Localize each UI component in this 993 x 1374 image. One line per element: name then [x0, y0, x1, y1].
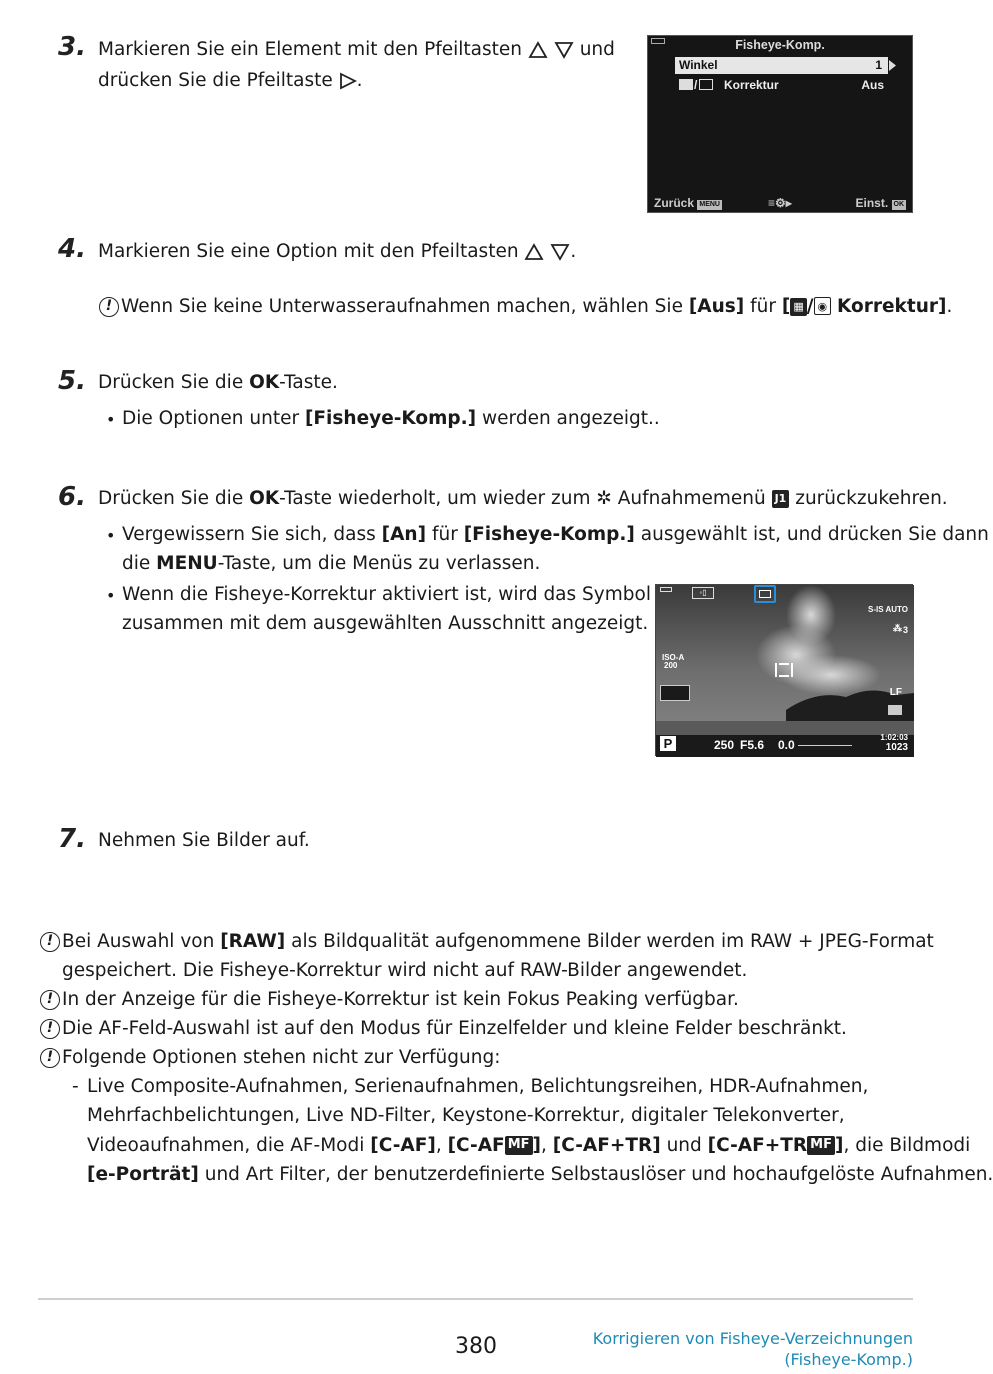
note-dash-line-2: Mehrfachbelichtungen, Live ND-Filter, Keystone-Korrektur, digitaler Telekonverter,: [87, 1105, 845, 1126]
exposure-comp: 0.0: [778, 738, 795, 752]
caution-icon: !: [40, 990, 60, 1010]
camera-menu-row-winkel: Winkel 1: [675, 57, 888, 74]
step-3-line-1: Markieren Sie ein Element mit den Pfeiltasten und: [98, 39, 615, 60]
drive-mode-icon: [660, 685, 690, 701]
stabilizer-label: S-IS AUTO: [867, 605, 908, 614]
step-6-bullet-1-line-1: Vergewissern Sie sich, dass [An] für [Fisheye-Komp.] ausgewählt ist, und drücken Sie dann: [122, 524, 989, 545]
eye-icon: [699, 79, 713, 90]
eye-icon: ◉: [814, 297, 832, 315]
note-3: ! Die AF-Feld-Auswahl ist auf den Modus für Einzelfelder und kleine Felder beschränkt.: [40, 1014, 847, 1044]
mf-badge: MF: [505, 1136, 533, 1155]
down-arrow-icon: [554, 41, 574, 59]
menu-tab-icon: J1: [772, 490, 790, 508]
footer-divider: [38, 1298, 913, 1300]
step-5-number: 5.: [58, 366, 86, 396]
mf-badge: MF: [807, 1136, 835, 1155]
step-5-text: Drücken Sie die OK-Taste.: [98, 372, 338, 393]
underwater-icon: ▦: [790, 298, 806, 316]
shutter-speed: 250: [714, 738, 735, 752]
live-view-screen: [655, 584, 913, 756]
step-4-text: Markieren Sie eine Option mit den Pfeiltasten .: [98, 241, 577, 262]
af-frame: [775, 663, 793, 677]
gear-icon: ✲: [596, 488, 612, 509]
note-dash-line-3: Videoaufnahmen, die AF-Modi [C-AF], [C-AF MF ], [C-AF+TR] und [C-AF+TR MF ], die Bildmodi: [87, 1135, 971, 1156]
camera-menu-row-korrektur: / Korrektur Aus: [675, 77, 888, 94]
note-1-line-2: gespeichert. Die Fisheye-Korrektur wird nicht auf RAW-Bilder angewendet.: [62, 960, 748, 981]
wifi-card-icon: ◦▯: [692, 587, 714, 599]
shots-remaining: 1023: [885, 742, 908, 753]
step-5-bullet: Die Optionen unter [Fisheye-Komp.] werden angezeigt..: [122, 408, 660, 429]
exposure-scale: [798, 745, 852, 746]
note-dash: -: [72, 1076, 79, 1097]
step-4-note: ! Wenn Sie keine Unterwasseraufnahmen machen, wählen Sie [Aus] für [ ▦ / ◉ Korrektur].: [99, 292, 952, 322]
footer-chapter-link[interactable]: Korrigieren von Fisheye-Verzeichnungen (Fisheye-Komp.): [592, 1329, 913, 1369]
note-1-line-1: ! Bei Auswahl von [RAW] als Bildqualität aufgenommene Bilder werden im RAW + JPEG-Format: [40, 927, 934, 957]
note-2: ! In der Anzeige für die Fisheye-Korrektur ist kein Fokus Peaking verfügbar.: [40, 985, 739, 1015]
camera-menu-screen: [647, 35, 913, 213]
up-arrow-icon: [524, 243, 544, 261]
step-3-line-2: drücken Sie die Pfeiltaste .: [98, 70, 363, 91]
underwater-icon: [679, 79, 693, 90]
note-dash-line-1: Live Composite-Aufnahmen, Serienaufnahmen, Belichtungsreihen, HDR-Aufnahmen,: [87, 1076, 869, 1097]
camera-set-hint: Einst. OK: [855, 196, 904, 210]
bullet-dot: •: [106, 410, 116, 429]
aspect-icon: [888, 705, 902, 715]
step-4-number: 4.: [58, 234, 86, 264]
step-7-text: Nehmen Sie Bilder auf.: [98, 830, 310, 851]
quality-label: LF: [889, 687, 902, 698]
note-dash-line-4: [e-Porträt] und Art Filter, der benutzerdefinierte Selbstauslöser und hochaufgelöste Aufnahmen.: [87, 1164, 993, 1185]
bullet-dot: •: [106, 526, 116, 545]
iso-label: ISO-A: [662, 653, 685, 662]
camera-back-hint: Zurück MENU: [654, 196, 720, 210]
right-arrow-icon: [339, 72, 357, 90]
step-7-number: 7.: [58, 824, 86, 854]
fisheye-symbol-icon: [754, 585, 776, 603]
step-6-bullet-2-line-2: zusammen mit dem ausgewählten Ausschnitt angezeigt.: [122, 613, 649, 634]
down-arrow-icon: [550, 243, 570, 261]
battery-icon: [660, 587, 672, 592]
page-number: 380: [455, 1334, 497, 1359]
mode-badge: P: [660, 736, 676, 751]
step-6-bullet-2-line-1: Wenn die Fisheye-Korrektur aktiviert ist, wird das Symbol: [122, 580, 683, 610]
settings-icon: ≡⚙▸: [768, 196, 792, 210]
step-3-number: 3.: [58, 32, 86, 62]
step-6-number: 6.: [58, 482, 86, 512]
step-6-text: Drücken Sie die OK-Taste wiederholt, um wieder zum ✲ Aufnahmemenü J1 zurückzukehren.: [98, 488, 948, 509]
camera-menu-title: Fisheye-Komp.: [735, 38, 825, 52]
iso-value: 200: [664, 661, 678, 670]
flash-value: 3: [902, 625, 908, 635]
flash-icon: ⁂: [893, 623, 902, 633]
aperture: F5.6: [740, 738, 765, 752]
caution-icon: !: [40, 1048, 60, 1068]
up-arrow-icon: [528, 41, 548, 59]
note-4: ! Folgende Optionen stehen nicht zur Verfügung:: [40, 1043, 500, 1073]
record-time: 1:02:03: [880, 733, 908, 742]
chevron-right-icon: [889, 60, 896, 71]
caution-icon: !: [40, 932, 60, 952]
caution-icon: !: [40, 1019, 60, 1039]
caution-icon: !: [99, 297, 119, 317]
step-6-bullet-1-line-2: die MENU-Taste, um die Menüs zu verlassen.: [122, 553, 541, 574]
bullet-dot: •: [106, 586, 116, 605]
